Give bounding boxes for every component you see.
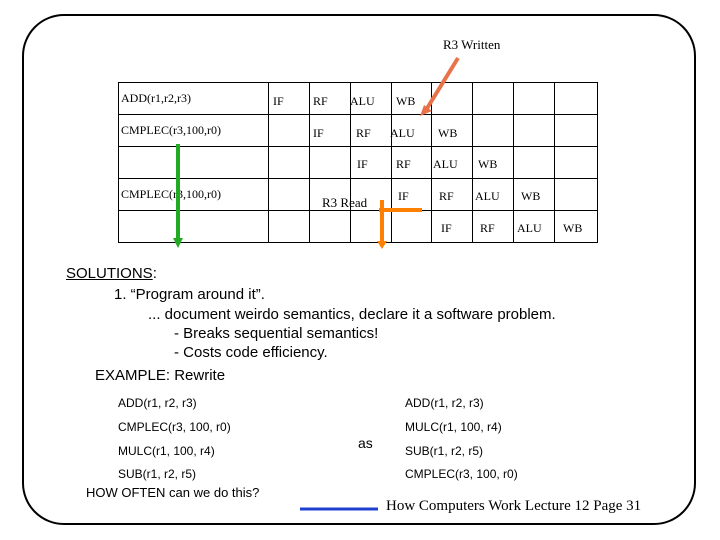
right-code-line: SUB(r1, r2, r5) bbox=[405, 444, 484, 458]
as-label: as bbox=[358, 435, 373, 451]
how-often-question: HOW OFTEN can we do this? bbox=[86, 485, 260, 500]
stage-alu: ALU bbox=[475, 189, 500, 203]
stage-if: IF bbox=[313, 126, 324, 140]
stage-alu: ALU bbox=[390, 126, 415, 140]
instruction-label: CMPLEC(r3,100,r0) bbox=[119, 115, 269, 147]
r3-written-label: R3 Written bbox=[443, 37, 501, 52]
solution-line-4: - Costs code efficiency. bbox=[174, 344, 328, 361]
stage-wb: WB bbox=[396, 94, 416, 108]
right-code-line: MULC(r1, 100, r4) bbox=[405, 420, 502, 434]
stage-wb: WB bbox=[478, 157, 498, 171]
stage-alu: ALU bbox=[433, 157, 458, 171]
stage-rf: RF bbox=[396, 157, 411, 171]
stage-rf: RF bbox=[439, 189, 454, 203]
left-code-line: MULC(r1, 100, r4) bbox=[118, 444, 215, 458]
stage-if: IF bbox=[441, 221, 452, 235]
r3-written-arrow bbox=[426, 58, 458, 110]
solution-line-3: - Breaks sequential semantics! bbox=[174, 325, 379, 342]
r3-read-label: R3 Read bbox=[322, 195, 368, 210]
right-code-line: CMPLEC(r3, 100, r0) bbox=[405, 467, 518, 481]
instruction-label: ADD(r1,r2,r3) bbox=[119, 83, 269, 115]
solutions-heading: SOLUTIONS: bbox=[66, 265, 157, 282]
stage-alu: ALU bbox=[350, 94, 375, 108]
stage-wb: WB bbox=[438, 126, 458, 140]
r3-read-arrow-head bbox=[377, 241, 387, 249]
stage-if: IF bbox=[398, 189, 409, 203]
solution-line-2: ... document weirdo semantics, declare it a software problem. bbox=[148, 306, 556, 323]
green-arrow-head bbox=[173, 238, 183, 248]
left-code-line: SUB(r1, r2, r5) bbox=[118, 467, 197, 481]
stage-rf: RF bbox=[313, 94, 328, 108]
stage-alu: ALU bbox=[517, 221, 542, 235]
stage-rf: RF bbox=[356, 126, 371, 140]
stage-if: IF bbox=[273, 94, 284, 108]
stage-wb: WB bbox=[521, 189, 541, 203]
example-heading: EXAMPLE: Rewrite bbox=[95, 367, 226, 384]
right-code-line: ADD(r1, r2, r3) bbox=[405, 396, 484, 410]
instruction-label: CMPLEC(r3,100,r0) bbox=[119, 179, 269, 211]
stage-wb: WB bbox=[563, 221, 583, 235]
stage-rf: RF bbox=[480, 221, 495, 235]
left-code-line: ADD(r1, r2, r3) bbox=[118, 396, 197, 410]
solution-line-1: 1. “Program around it”. bbox=[114, 286, 265, 303]
left-code-line: CMPLEC(r3, 100, r0) bbox=[118, 420, 231, 434]
stage-if: IF bbox=[357, 157, 368, 171]
footer-text: How Computers Work Lecture 12 Page 31 bbox=[386, 498, 642, 514]
